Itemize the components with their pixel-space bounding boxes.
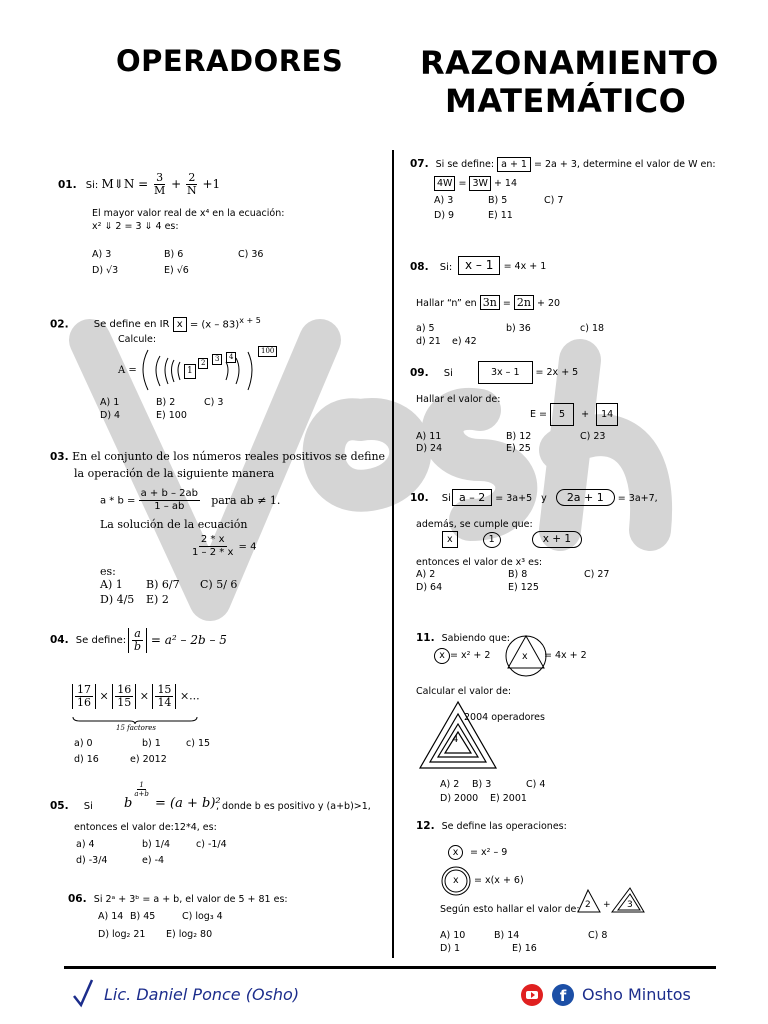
problem-06 bbox=[68, 892, 288, 907]
option-b: B) 14 bbox=[494, 930, 520, 941]
option-c: C) log₃ 4 bbox=[182, 911, 223, 922]
problem-number: 06. bbox=[68, 893, 87, 905]
option-d: D) 4/5 bbox=[100, 593, 135, 606]
operator-box: x bbox=[442, 531, 458, 548]
option-b: b) 36 bbox=[506, 323, 531, 334]
option-c: c) 15 bbox=[186, 738, 211, 749]
problem-text: Si: bbox=[85, 180, 99, 191]
problem-number: 05. bbox=[50, 800, 69, 812]
triangles-count-label: 2004 operadores bbox=[464, 712, 545, 723]
underbrace-label: 15 factores bbox=[116, 724, 156, 732]
problem-number: 07. bbox=[410, 158, 429, 170]
problem-text: Se define en IR bbox=[93, 319, 170, 331]
problem-08-definition: x – 1 = 4x + 1 bbox=[458, 256, 546, 275]
option-d: d) 16 bbox=[74, 754, 99, 765]
option-a: A) 11 bbox=[416, 431, 442, 442]
problem-text: Si 2ᵃ + 3ᵇ = a + b, el valor de 5 + 81 es: bbox=[93, 894, 288, 905]
problem-03-text-3: La solución de la ecuación bbox=[100, 518, 248, 531]
option-e: E) 125 bbox=[508, 582, 539, 593]
option-e: E) 16 bbox=[512, 943, 537, 954]
operator-box: 5 bbox=[550, 403, 574, 426]
option-a: A) 3 bbox=[92, 249, 112, 260]
operator-box: 4W bbox=[434, 176, 455, 191]
problem-05 bbox=[50, 799, 93, 814]
operator-circle: x bbox=[434, 648, 450, 664]
option-b: B) 12 bbox=[506, 431, 532, 442]
problem-number: 09. bbox=[410, 367, 429, 379]
problem-09-expression: E = 5 + 14 bbox=[530, 403, 618, 426]
option-c: c) -1/4 bbox=[196, 839, 227, 850]
operator-circle: x + 1 bbox=[532, 531, 582, 548]
problem-03-es: es: bbox=[100, 565, 116, 578]
operator-circle: 1 bbox=[483, 532, 501, 548]
option-a: A) 1 bbox=[100, 397, 120, 408]
problem-text: Sabiendo que: bbox=[441, 633, 510, 644]
operator-box: 14 bbox=[596, 403, 618, 426]
option-c: C) 5/ 6 bbox=[200, 578, 238, 591]
option-c: c) 18 bbox=[580, 323, 605, 334]
option-b: B) 8 bbox=[508, 569, 528, 580]
problem-02: 02. Se define en IR x = (x – 83)$^{x + 5}$ bbox=[50, 316, 261, 331]
problem-07-equation: 4W = 3W + 14 bbox=[434, 176, 517, 191]
checkmark-icon bbox=[72, 978, 94, 1008]
problem-10-definition: a – 2 = 3a+5 y 2a + 1 = 3a+7, bbox=[452, 489, 658, 506]
option-b: B) 6/7 bbox=[146, 578, 180, 591]
page-title-right-line1: RAZONAMIENTO bbox=[420, 44, 719, 82]
problem-text: Se define las operaciones: bbox=[441, 821, 567, 832]
option-e: E) 2001 bbox=[490, 793, 527, 804]
problem-10-condition bbox=[442, 531, 582, 548]
option-e: E) 25 bbox=[506, 443, 531, 454]
option-a: a) 5 bbox=[416, 323, 435, 334]
option-d: D) 4 bbox=[100, 410, 121, 421]
option-e: E) 11 bbox=[488, 210, 513, 221]
number-box: 1 bbox=[184, 364, 196, 379]
option-b: B) 45 bbox=[130, 911, 156, 922]
problem-number: 01. bbox=[58, 179, 77, 191]
operation-definition: M⇓N = $\frac{3}{M}$ + $\frac{2}{N}$ +1 bbox=[101, 171, 221, 197]
operator-circle: 2a + 1 bbox=[556, 489, 615, 506]
option-a: A) 1 bbox=[100, 578, 123, 591]
problem-03 bbox=[50, 450, 385, 464]
problem-12 bbox=[416, 820, 567, 833]
problem-09 bbox=[410, 366, 453, 381]
option-a: A) 2 bbox=[440, 779, 460, 790]
problem-10-text-3: entonces el valor de x³ es: bbox=[416, 557, 543, 568]
number-box: 3 bbox=[212, 354, 222, 365]
problem-12-def-1: x = x² – 9 bbox=[448, 845, 507, 860]
problem-10-text-2: además, se cumple que: bbox=[416, 519, 533, 530]
option-d: D) 2000 bbox=[440, 793, 479, 804]
option-c: C) 3 bbox=[204, 397, 224, 408]
option-e: e) -4 bbox=[142, 855, 165, 866]
problem-02-calcule: Calcule: bbox=[118, 334, 157, 345]
option-d: D) 24 bbox=[416, 443, 443, 454]
product-expression: $\frac{17}{16}$ × $\frac{16}{15}$ × $\frac{15}{14}$ ×... bbox=[72, 684, 200, 709]
option-c: C) 36 bbox=[238, 249, 264, 260]
operation-definition: a * b = $\frac{a + b - 2ab}{1 - ab}$ para ab ≠ 1. bbox=[100, 488, 281, 512]
option-a: a) 0 bbox=[74, 738, 93, 749]
footer-author: Lic. Daniel Ponce (Osho) bbox=[104, 985, 300, 1004]
problem-03-text-2: la operación de la siguiente manera bbox=[74, 467, 275, 480]
problem-10 bbox=[410, 491, 451, 506]
option-a: A) 2 bbox=[416, 569, 436, 580]
problem-01-text-2: x² ⇓ 2 = 3 ⇓ 4 es: bbox=[92, 221, 179, 232]
problem-number: 02. bbox=[50, 318, 69, 331]
problem-08 bbox=[410, 260, 452, 275]
operation-definition: b $\frac{1}{a+b}$ = (a + b)² bbox=[124, 781, 221, 811]
problem-01 bbox=[58, 172, 220, 197]
problem-09-text-2: Hallar el valor de: bbox=[416, 394, 501, 405]
operator-box: 3W bbox=[469, 176, 490, 191]
option-b: b) 1 bbox=[142, 738, 161, 749]
problem-11 bbox=[416, 632, 510, 645]
problem-number: 04. bbox=[50, 634, 69, 646]
operator-box: 3x – 1 bbox=[478, 361, 533, 384]
option-b: B) 3 bbox=[472, 779, 492, 790]
operator-box: x bbox=[173, 317, 187, 332]
option-c: C) 4 bbox=[526, 779, 546, 790]
option-b: B) 5 bbox=[488, 195, 508, 206]
problem-number: 11. bbox=[416, 632, 435, 644]
option-b: b) 1/4 bbox=[142, 839, 171, 850]
option-a: A) 10 bbox=[440, 930, 466, 941]
option-e: E) √6 bbox=[164, 265, 189, 276]
equation: $\frac{2 * x}{1 - 2 * x}$ = 4 bbox=[192, 534, 257, 558]
problem-number: 12. bbox=[416, 820, 435, 832]
column-divider bbox=[392, 150, 394, 958]
problem-01-text-1: El mayor valor real de x⁴ en la ecuación: bbox=[92, 208, 285, 219]
problem-05-condition: , donde b es positivo y (a+b)>1, bbox=[216, 801, 371, 812]
problem-11-text-2: Calcular el valor de: bbox=[416, 686, 512, 697]
problem-11-definition: x = x² + 2 x = 4x + 2 bbox=[434, 648, 634, 678]
operator-box: a – 2 bbox=[452, 489, 492, 506]
problem-09-definition: 3x – 1 = 2x + 5 bbox=[478, 361, 578, 384]
option-d: D) 64 bbox=[416, 582, 443, 593]
option-d: D) √3 bbox=[92, 265, 119, 276]
number-box: 4 bbox=[226, 352, 236, 363]
operation-definition: $\frac{a}{b}$ = a² – 2b – 5 bbox=[128, 628, 227, 653]
problem-07: 07. Si se define: a + 1 = 2a + 3, determine el valor de W en: bbox=[410, 158, 716, 170]
operator-box: 3n bbox=[480, 295, 500, 310]
problem-text: En el conjunto de los números reales positivos se define bbox=[72, 450, 386, 463]
problem-number: 10. bbox=[410, 492, 429, 504]
option-c: C) 7 bbox=[544, 195, 564, 206]
problem-number: 08. bbox=[410, 261, 429, 273]
option-d: D) 1 bbox=[440, 943, 461, 954]
facebook-icon[interactable]: f bbox=[552, 984, 574, 1006]
page-title-right-line2: MATEMÁTICO bbox=[445, 82, 687, 120]
page-title-left: OPERADORES bbox=[116, 44, 344, 78]
youtube-icon[interactable] bbox=[521, 984, 543, 1006]
option-c: C) 27 bbox=[584, 569, 610, 580]
nested-triangles-number: 4 bbox=[452, 734, 459, 745]
option-e: e) 42 bbox=[452, 336, 477, 347]
option-b: B) 2 bbox=[156, 397, 176, 408]
option-d: D) log₂ 21 bbox=[98, 929, 146, 940]
problem-08-text-2: Hallar “n” en 3n = 2n + 20 bbox=[416, 296, 561, 309]
footer-divider bbox=[64, 966, 716, 969]
problem-text: Si: bbox=[439, 262, 453, 273]
option-a: A) 14 bbox=[98, 911, 124, 922]
option-d: d) 21 bbox=[416, 336, 441, 347]
operator-box: a + 1 bbox=[497, 157, 531, 172]
problem-text: Si bbox=[443, 368, 453, 379]
problem-text: Se define: bbox=[75, 635, 127, 646]
problem-text: Si bbox=[83, 801, 93, 812]
option-e: E) 2 bbox=[146, 593, 169, 606]
option-c: C) 8 bbox=[588, 930, 608, 941]
footer-brand: Osho Minutos bbox=[582, 985, 691, 1004]
option-a: A) 3 bbox=[434, 195, 454, 206]
option-b: B) 6 bbox=[164, 249, 184, 260]
option-c: C) 23 bbox=[580, 431, 606, 442]
operator-circle: x bbox=[448, 845, 463, 860]
option-d: D) 9 bbox=[434, 210, 455, 221]
problem-text: Si se define: bbox=[435, 159, 495, 170]
number-box: 100 bbox=[258, 346, 277, 357]
problem-05-text-2: entonces el valor de:12*4, es: bbox=[74, 822, 217, 833]
number-box: 2 bbox=[198, 358, 208, 369]
nested-expression: A = 1 2 3 4 100 bbox=[118, 346, 278, 392]
problem-12-expression: 2 + 3 bbox=[576, 886, 646, 914]
problem-text: Si bbox=[441, 493, 451, 504]
problem-04 bbox=[50, 633, 126, 648]
nested-parentheses bbox=[118, 346, 278, 392]
option-e: E) log₂ 80 bbox=[166, 929, 213, 940]
problem-number: 03. bbox=[50, 451, 69, 463]
option-d: d) -3/4 bbox=[76, 855, 108, 866]
problem-12-text-2: Según esto hallar el valor de: bbox=[440, 904, 580, 915]
operator-box: x – 1 bbox=[458, 256, 500, 275]
operator-box: 2n bbox=[514, 295, 534, 310]
option-a: a) 4 bbox=[76, 839, 95, 850]
underbrace bbox=[72, 716, 198, 724]
option-e: E) 100 bbox=[156, 410, 187, 421]
option-e: e) 2012 bbox=[130, 754, 167, 765]
